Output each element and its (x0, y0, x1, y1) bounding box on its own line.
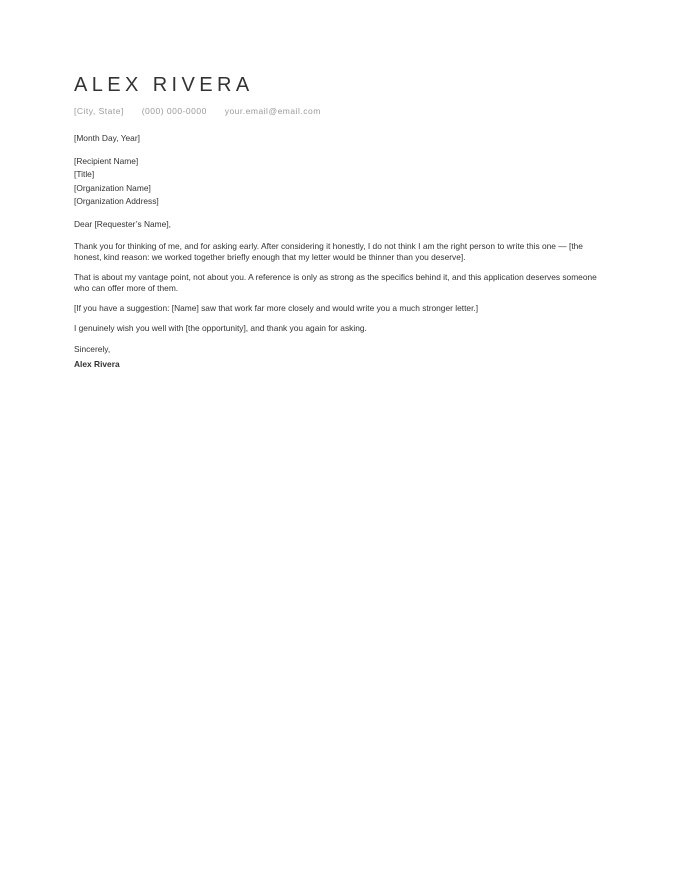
body-paragraph: [If you have a suggestion: [Name] saw that work far more closely and would write you a much stronger letter.] (74, 303, 479, 314)
sender-email: your.email@email.com (224, 106, 321, 116)
recipient-address: [Organization Address] (74, 195, 159, 206)
recipient-name: [Recipient Name] (74, 156, 139, 167)
letter-content (74, 72, 604, 371)
body-paragraph: That is about my vantage point, not about you. A reference is only as strong as the specifics behind it, and this application deserves someone who can offer more of them. (74, 272, 597, 294)
recipient-organization: [Organization Name] (74, 182, 151, 193)
signature: Alex Rivera (74, 358, 120, 369)
body-paragraph: Thank you for thinking of me, and for asking early. After considering it honestly, I do not think I am the right person to write this one — [the honest, kind reason: we worked together briefly enough that my letter would be thinner than you deserve]. (74, 241, 583, 263)
salutation: Dear [Requester’s Name], (74, 219, 171, 230)
letter-date: [Month Day, Year] (74, 133, 140, 143)
body-paragraph: I genuinely wish you well with [the opportunity], and thank you again for asking. (74, 322, 367, 333)
sender-city-state: [City, State] (74, 106, 124, 116)
recipient-block (74, 155, 604, 208)
recipient-title: [Title] (74, 169, 95, 180)
contact-line (74, 105, 604, 117)
closing: Sincerely, (74, 343, 111, 354)
sender-name: ALEX RIVERA (74, 74, 254, 96)
sender-phone: (000) 000-0000 (141, 106, 207, 116)
